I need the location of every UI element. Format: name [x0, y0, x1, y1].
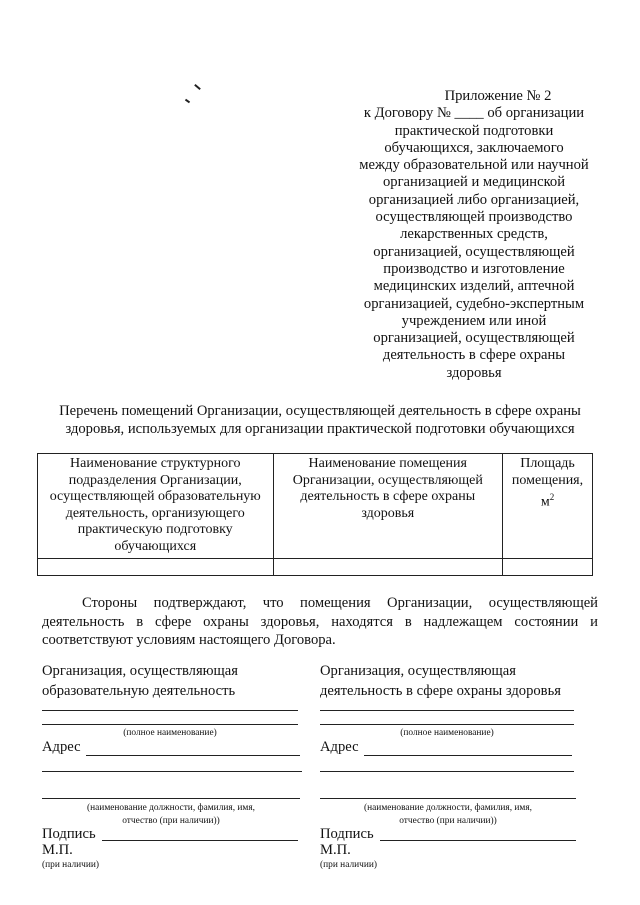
appendix-line: организацией, осуществляющей [373, 330, 575, 347]
name-line[interactable] [42, 710, 298, 711]
heading-line: здоровья, используемых для организации практической подготовки обучающихся [65, 421, 575, 437]
appendix-line: практической подготовки [394, 122, 554, 139]
address-line[interactable] [364, 755, 572, 756]
position-caption: (наименование должности, фамилия, имя, отчество (при наличии)) [87, 803, 255, 826]
position-caption: (наименование должности, фамилия, имя, отчество (при наличии)) [364, 803, 532, 826]
party-title: Организация, осуществляющая деятельность в сфере охраны здоровья [320, 663, 561, 699]
party-title: Организация, осуществляющая образовательную деятельность [42, 663, 238, 699]
name-line[interactable] [320, 710, 574, 711]
appendix-line: обучающихся, заключаемого [384, 139, 564, 156]
appendix-number: Приложение № 2 [444, 88, 552, 104]
header-department: Наименование структурного подразделения Организации, осуществляющей образовательную деятельность, организующего практическую подготовку обучающихся [38, 454, 274, 559]
appendix-line: между образовательной или научной [359, 157, 589, 174]
name-line[interactable] [320, 724, 574, 725]
stamp-label: М.П. [320, 842, 351, 858]
address-line[interactable] [86, 755, 300, 756]
table-row [38, 558, 593, 575]
address-line[interactable] [320, 771, 574, 772]
appendix-line: организацией либо организацией, [368, 191, 580, 208]
signature-line[interactable] [102, 840, 298, 841]
confirmation-paragraph: Стороны подтверждают, что помещения Организации, осуществляющей деятельность в сфере охраны здоровья, находятся в надлежащем состоянии и соответствуют условиям настоящего Договора. [42, 595, 598, 648]
appendix-line: лекарственных средств, [400, 226, 548, 243]
signature-label: Подпись [320, 826, 374, 842]
party-left [42, 661, 304, 870]
appendix-line: медицинских изделий, аптечной [373, 278, 575, 295]
position-line[interactable] [42, 798, 300, 799]
signature-line[interactable] [380, 840, 576, 841]
document-heading [30, 402, 610, 438]
appendix-line: здоровья [446, 364, 502, 381]
appendix-header [345, 88, 603, 382]
address-label: Адрес [42, 739, 81, 755]
stamp-caption: (при наличии) [320, 860, 378, 870]
header-premises: Наименование помещения Организации, осуществляющей деятельность в сфере охраны здоровья [273, 454, 503, 559]
appendix-line: организацией и медицинской [382, 174, 566, 191]
table-cell[interactable] [38, 558, 274, 575]
table-header-row [38, 454, 593, 559]
address-label: Адрес [320, 739, 359, 755]
scan-mark [185, 99, 190, 104]
appendix-line: производство и изготовление [383, 260, 565, 277]
appendix-line: организацией, осуществляющей [373, 243, 575, 260]
position-line[interactable] [320, 798, 576, 799]
appendix-line: учреждением или иной [401, 312, 547, 329]
premises-table [37, 453, 593, 576]
appendix-line: деятельность в сфере охраны [382, 347, 566, 364]
heading-line: Перечень помещений Организации, осуществляющей деятельность в сфере охраны [59, 403, 581, 419]
stamp-caption: (при наличии) [42, 860, 100, 870]
appendix-line: осуществляющей производство [375, 209, 573, 226]
full-name-caption: (полное наименование) [400, 728, 494, 738]
header-area: Площадь помещения, $м^2$ [503, 454, 593, 559]
table-cell[interactable] [503, 558, 593, 575]
appendix-line: к Договору № ____ об организации [363, 105, 585, 122]
table-cell[interactable] [273, 558, 503, 575]
appendix-line: организацией, судебно-экспертным [363, 295, 585, 312]
stamp-label: М.П. [42, 842, 73, 858]
party-right [320, 661, 578, 870]
address-line[interactable] [42, 771, 302, 772]
full-name-caption: (полное наименование) [123, 728, 217, 738]
name-line[interactable] [42, 724, 298, 725]
signature-label: Подпись [42, 826, 96, 842]
scan-mark [194, 84, 201, 90]
